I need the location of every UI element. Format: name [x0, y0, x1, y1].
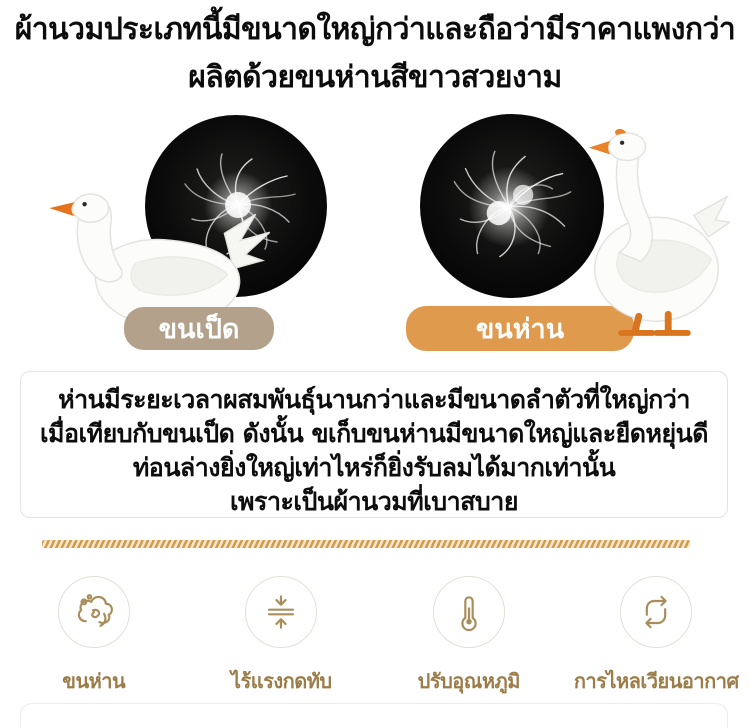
feature-goose-down [0, 576, 188, 697]
feature-air-circulation [563, 576, 750, 697]
feature-no-pressure [188, 576, 376, 697]
feature-label: ปรับอุณหภูมิ [417, 669, 520, 693]
heading-line-2: ผลิตด้วยขนห่านสีขาวสวยงาม [188, 60, 562, 95]
down-cloud-icon [72, 590, 116, 634]
feature-circle [433, 576, 505, 648]
goose-down-info-box [20, 371, 728, 518]
goose-beak [589, 141, 611, 155]
info-line-4: เพราะเป็นผ้านวมที่เบาสบาย [230, 487, 518, 516]
heading-line-1: ผ้านวมประเภทนี้มีขนาดใหญ่กว่าและถือว่ามีราคาแพงกว่า [14, 12, 736, 47]
feature-temperature [375, 576, 563, 697]
feature-circle [245, 576, 317, 648]
air-circulation-icon [634, 590, 678, 634]
goose-photo [578, 120, 730, 342]
goose-down-sample-photo [420, 114, 604, 298]
feature-row [0, 576, 750, 697]
feature-label: การไหลเวียนอากาศ [573, 669, 739, 693]
compress-icon [259, 590, 303, 634]
goose-feather-label-button: ขนห่าน [406, 306, 634, 351]
feature-circle [58, 576, 130, 648]
feature-label: ขนห่าน [62, 669, 126, 693]
feature-circle [620, 576, 692, 648]
thermometer-icon [447, 590, 491, 634]
duck-feather-label-button: ขนเป็ด [124, 307, 274, 350]
next-section-edge [20, 703, 728, 728]
duck-beak [49, 202, 74, 216]
hatched-divider [42, 540, 690, 548]
info-line-2: เมื่อเทียบกับขนเป็ด ดังนั้น ขเก็บขนห่านมีขนาดใหญ่และยืดหยุ่นดี [40, 419, 708, 448]
down-fluff-image [420, 114, 604, 298]
info-line-1: ห่านมีระยะเวลาผสมพันธุ์นานกว่าและมีขนาดลำตัวที่ใหญ่กว่า [58, 385, 690, 414]
info-line-3: ท่อนล่างยิ่งใหญ่เท่าไหร่ก็ยิ่งรับลมได้มากเท่านั้น [132, 453, 616, 482]
feature-label: ไร้แรงกดทับ [230, 669, 332, 693]
